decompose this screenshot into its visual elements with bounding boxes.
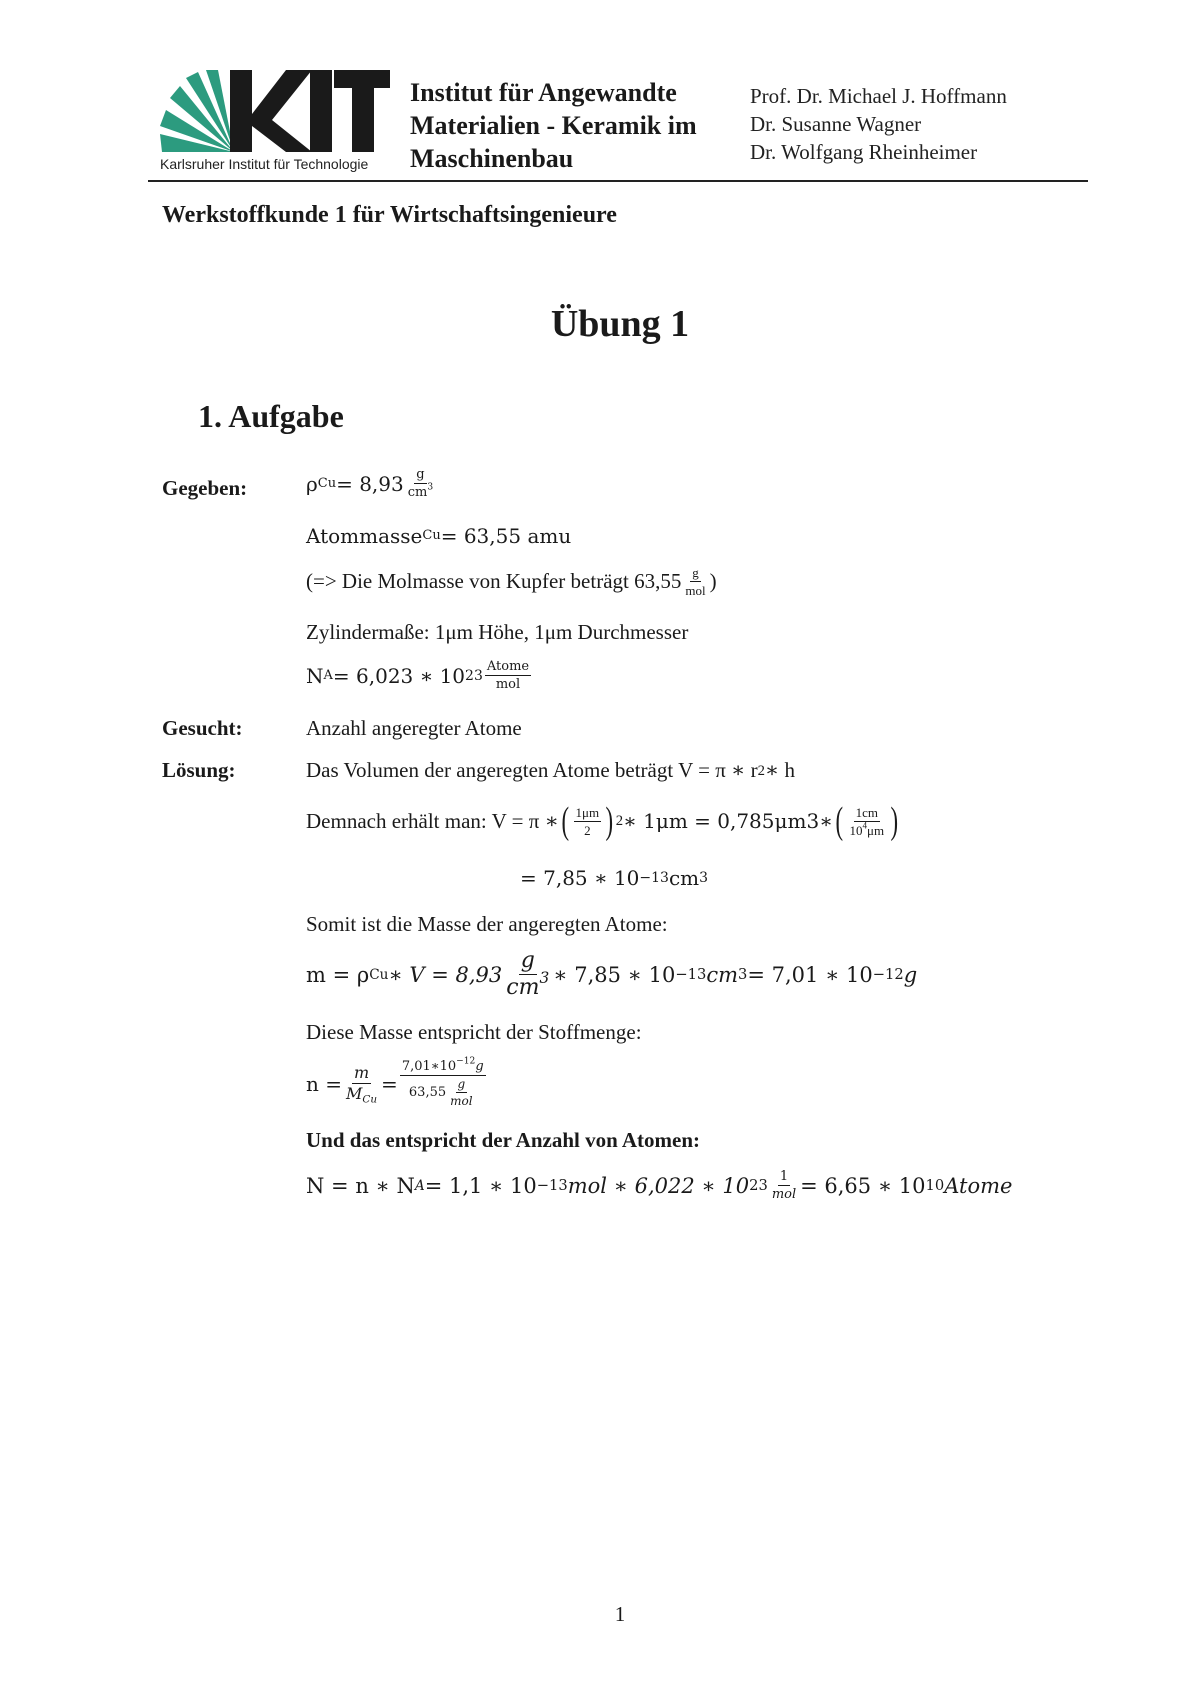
logo-caption: Karlsruher Institut für Technologie (160, 156, 369, 172)
kit-logo-letters (230, 70, 390, 152)
volume-intro: Das Volumen der angeregten Atome beträgt V = π ∗ r 2 ∗ h (306, 758, 795, 782)
course-title: Werkstoffkunde 1 für Wirtschaftsingenieure (162, 202, 617, 228)
sought-text: Anzahl angeregter Atome (306, 716, 522, 740)
atoms-intro: Und das entspricht der Anzahl von Atomen: (306, 1128, 700, 1152)
institute-name: Institut für Angewandte Materialien - Keramik im Maschinenbau (410, 78, 697, 173)
label-given: Gegeben: (162, 476, 248, 500)
header-divider (148, 180, 1088, 182)
given-molar-note: (=> Die Molmasse von Kupfer beträgt 63,55 $\frac{g}{\text{mol}}$ ) (306, 565, 717, 598)
section-heading: 1. Aufgabe (198, 398, 344, 434)
mass-intro: Somit ist die Masse der angeregten Atome: (306, 912, 668, 936)
mass-equation: m = ρ Cu ∗ V = 8,93 $\frac{g}{cm^3}$ ∗ 7,85 ∗ 10 −13 cm 3 = 7,01 ∗ 10 −12 g (306, 948, 918, 1000)
people-list: Prof. Dr. Michael J. Hoffmann Dr. Susanne Wagner Dr. Wolfgang Rheinheimer (750, 84, 1007, 164)
page-title: Übung 1 (550, 303, 690, 345)
label-solution: Lösung: (162, 758, 236, 782)
volume-calculation: Demnach erhält man: V = π ∗ ( $\frac{1\mu m}{2}$ ) 2 ∗ 1μm = 0,785μm 3 ∗ ( $\frac{1cm}{10^4\mu m}$ ) (306, 800, 899, 842)
kit-logo-fan-icon (160, 70, 234, 152)
label-sought: Gesucht: (162, 716, 243, 740)
atoms-equation: N = n ∗ N A = 1,1 ∗ 10 −13 mol ∗ 6,022 ∗ 10 23 $\frac{1}{\text{mol}}$ = 6,65 ∗ 10 10 Atome (306, 1169, 1013, 1202)
amount-equation: n = $\frac{m}{M_{Cu}}$ = $7,01∗10^{-12}g$ 63,55 $\frac{g}{\text{mol}}$ (306, 1056, 484, 1108)
page-number: 1 (614, 1602, 626, 1626)
given-cylinder: Zylindermaße: 1μm Höhe, 1μm Durchmesser (306, 620, 689, 644)
given-atomic-mass: Atommasse Cu = 63,55 amu (306, 524, 572, 548)
given-avogadro: N A = 6,023 ∗ 10 23 $\frac{\text{Atome}}{\text{mol}}$ (306, 659, 530, 692)
volume-result: = 7,85 ∗ 10 −13 cm 3 (520, 866, 709, 890)
amount-intro: Diese Masse entspricht der Stoffmenge: (306, 1020, 642, 1044)
given-density: ρ Cu = 8,93 $\frac{g}{cm^3}$ (306, 467, 434, 500)
